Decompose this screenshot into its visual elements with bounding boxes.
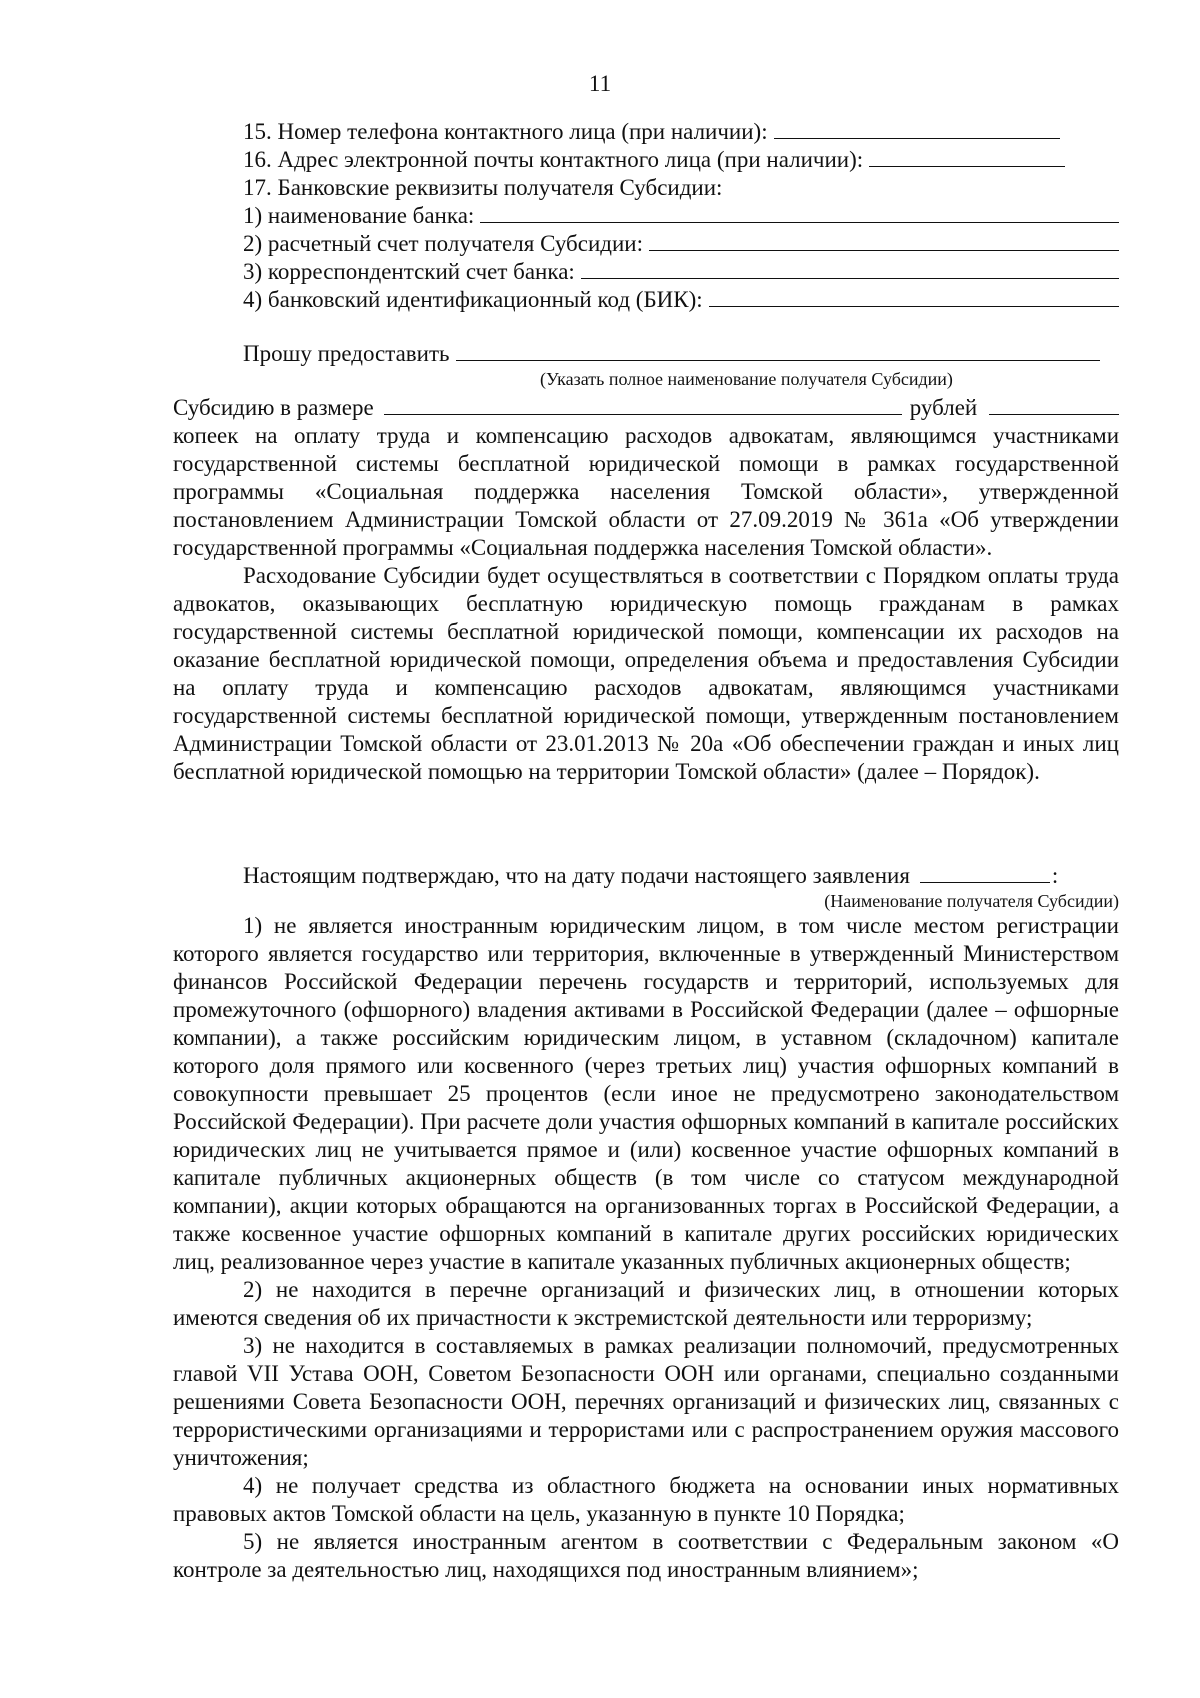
list-item: 1) не является иностранным юридическим лицом, в том числе местом регистрации которого является государство или территория, включенные в утвержденный Министерством финансов Российской Федерации перечень государств и территорий, используемых для промежуточного (офшорного) владения активами в Российской Федерации (далее – офшорные компании), а также российским юридическим лицом, в уставном (складочном) капитале которого доля прямого или косвенного (через третьих лиц) участия офшорных компаний в совокупности превышает 25 процентов (если иное не предусмотрено законодательством Российской Федерации). При расчете доли участия офшорных компаний в капитале российских юридических лиц не учитывается прямое и (или) косвенное участие офшорных компаний в капитале публичных акционерных обществ (в том числе со статусом международной компании), акции которых обращаются на организованных торгах в Российской Федерации, а также косвенное участие офшорных компаний в капитале других российских юридических лиц, реализованное через участие в капитале указанных публичных акционерных обществ; <box>173 913 1119 1274</box>
recipient-hint: (Наименование получателя Субсидии) <box>824 891 1119 911</box>
field-row-17 <box>243 174 1119 202</box>
rubles-label: рублей <box>909 395 978 420</box>
subsidy-amount-blank[interactable] <box>384 414 902 415</box>
field-row-bik <box>243 286 1119 314</box>
field-label-settlement-account: 2) расчетный счет получателя Субсидии: <box>243 231 643 256</box>
request-prefix: Прошу предоставить <box>243 341 450 366</box>
list-item: 3) не находится в составляемых в рамках реализации полномочий, предусмотренных главой VII Устава ООН, Советом Безопасности ООН или органами, специально созданными решениями Совета Безопасности ООН, перечнях организаций и физических лиц, связанных с террористическими организациями и террористами или с распространением оружия массового уничтожения; <box>173 1333 1119 1470</box>
field-blank-15[interactable] <box>774 138 1060 139</box>
confirmation-row <box>243 862 1119 890</box>
field-blank-bik[interactable] <box>709 306 1119 307</box>
field-label-15: 15. Номер телефона контактного лица (при наличии): <box>243 119 768 144</box>
contact-fields <box>243 118 1119 314</box>
field-blank-settlement-account[interactable] <box>649 250 1119 251</box>
field-label-17: 17. Банковские реквизиты получателя Субсидии: <box>243 175 723 200</box>
request-line <box>243 340 1119 368</box>
field-blank-16[interactable] <box>869 166 1065 167</box>
page-number: 11 <box>588 71 612 96</box>
recipient-blank[interactable] <box>920 882 1050 883</box>
field-label-bank-name: 1) наименование банка: <box>243 203 475 228</box>
request-body <box>173 422 1119 786</box>
field-blank-bank-name[interactable] <box>480 222 1119 223</box>
list-item: 4) не получает средства из областного бюджета на основании иных нормативных правовых актов Томской области на цель, указанную в пункте 10 Порядка; <box>173 1473 1119 1526</box>
recipient-name-hint: (Указать полное наименование получателя Субсидии) <box>540 369 953 389</box>
field-label-16: 16. Адрес электронной почты контактного лица (при наличии): <box>243 147 864 172</box>
subsidy-size-label: Субсидию в размере <box>173 395 374 420</box>
field-row-correspondent-account <box>243 258 1119 286</box>
paragraph-procedure: Расходование Субсидии будет осуществляться в соответствии с Порядком оплаты труда адвокатов, оказывающих бесплатную юридическую помощь гражданам в рамках государственной системы бесплатной юридической помощи, компенсации их расходов на оказание бесплатной юридической помощи, определения объема и предоставления Субсидии на оплату труда и компенсацию расходов адвокатам, являющимся участниками государственной системы бесплатной юридической помощи, утвержденным постановлением Администрации Томской области от 23.01.2013 № 20а «Об обеспечении граждан и иных лиц бесплатной юридической помощью на территории Томской области» (далее – Порядок). <box>173 563 1119 784</box>
kopecks-blank[interactable] <box>989 414 1119 415</box>
list-item: 2) не находится в перечне организаций и физических лиц, в отношении которых имеются сведения об их причастности к экстремистской деятельности или терроризму; <box>173 1277 1119 1330</box>
confirmation-items <box>173 912 1119 1584</box>
confirmation-colon: : <box>1051 863 1059 888</box>
paragraph-purpose: копеек на оплату труда и компенсацию расходов адвокатам, являющимся участниками государственной системы бесплатной юридической помощи в рамках государственной программы «Социальная поддержка населения Томской области», утвержденной постановлением Администрации Томской области от 27.09.2019 № 361а «Об утверждении государственной программы «Социальная поддержка населения Томской области». <box>173 423 1119 560</box>
request-row <box>243 340 1119 368</box>
field-row-bank-name <box>243 202 1119 230</box>
field-row-15 <box>243 118 1119 146</box>
field-label-correspondent-account: 3) корреспондентский счет банка: <box>243 259 575 284</box>
list-item: 5) не является иностранным агентом в соответствии с Федеральным законом «О контроле за деятельностью лиц, находящихся под иностранным влиянием»; <box>173 1529 1119 1582</box>
field-row-settlement-account <box>243 230 1119 258</box>
field-label-bik: 4) банковский идентификационный код (БИК): <box>243 287 703 312</box>
field-blank-correspondent-account[interactable] <box>581 278 1119 279</box>
confirmation-text: Настоящим подтверждаю, что на дату подачи настоящего заявления <box>243 863 910 888</box>
recipient-name-blank[interactable] <box>456 360 1100 361</box>
subsidy-size-row <box>173 394 1119 422</box>
field-row-16 <box>243 146 1119 174</box>
